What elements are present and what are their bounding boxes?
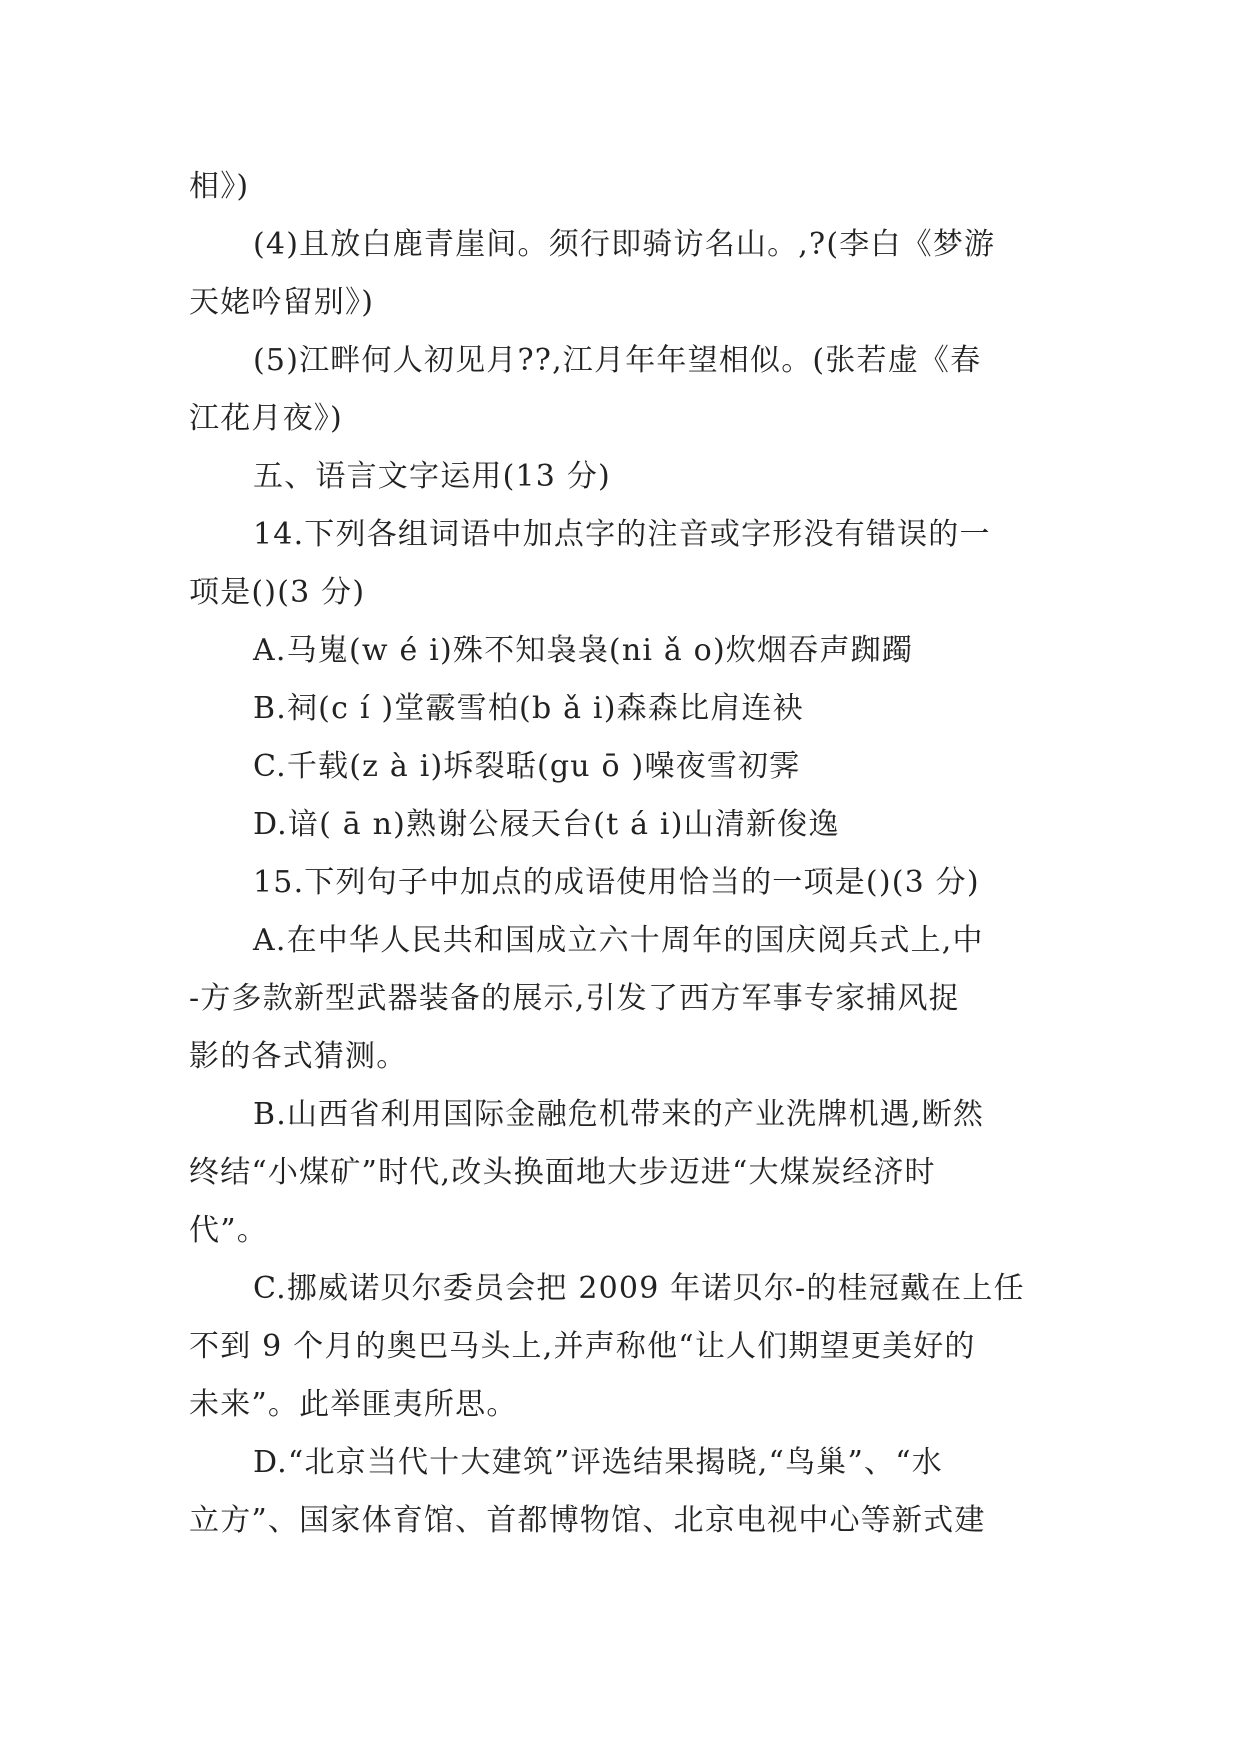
text-line: 终结“小煤矿”时代,改头换面地大步迈进“大煤炭经济时 — [189, 1155, 936, 1190]
option-c: C.千载(z à i)坼裂聒(gu ō )噪夜雪初霁 — [253, 749, 801, 784]
text-line: 天姥吟留别》) — [189, 285, 375, 320]
text-line: 不到 9 个月的奥巴马头上,并声称他“让人们期望更美好的 — [189, 1329, 976, 1364]
question-stem: 15.下列句子中加点的成语使用恰当的一项是()(3 分) — [253, 865, 980, 900]
section-heading: 五、语言文字运用(13 分) — [253, 459, 611, 494]
document-body — [189, 158, 1059, 1550]
text-line: (5)江畔何人初见月??,江月年年望相似。(张若虚《春 — [253, 343, 982, 378]
option-a: A.马嵬(w é i)殊不知袅袅(ni ǎ o)炊烟吞声踟躅 — [253, 633, 914, 668]
option-d: D.“北京当代十大建筑”评选结果揭晓,“鸟巢”、“水 — [253, 1445, 943, 1480]
text-line: 项是()(3 分) — [189, 575, 366, 610]
text-line: 相》) — [189, 169, 250, 204]
option-b: B.祠(c í )堂霰雪柏(b ǎ i)森森比肩连袂 — [253, 691, 804, 726]
option-b: B.山西省利用国际金融危机带来的产业洗牌机遇,断然 — [253, 1097, 985, 1132]
text-line: 立方”、国家体育馆、首都博物馆、北京电视中心等新式建 — [189, 1503, 986, 1538]
text-line: (4)且放白鹿青崖间。须行即骑访名山。,?(李白《梦游 — [253, 227, 996, 262]
option-a: A.在中华人民共和国成立六十周年的国庆阅兵式上,中 — [253, 923, 984, 958]
option-d: D.谙( ā n)熟谢公屐天台(t á i)山清新俊逸 — [253, 807, 840, 842]
text-line: 未来”。此举匪夷所思。 — [189, 1387, 518, 1422]
text-line: 江花月夜》) — [189, 401, 343, 436]
text-line: -方多款新型武器装备的展示,引发了西方军事专家捕风捉 — [189, 981, 960, 1016]
text-line: 代”。 — [189, 1213, 268, 1248]
text-line: 影的各式猜测。 — [189, 1039, 408, 1074]
option-c: C.挪威诺贝尔委员会把 2009 年诺贝尔-的桂冠戴在上任 — [253, 1271, 1025, 1306]
question-stem: 14.下列各组词语中加点字的注音或字形没有错误的一 — [253, 517, 991, 552]
